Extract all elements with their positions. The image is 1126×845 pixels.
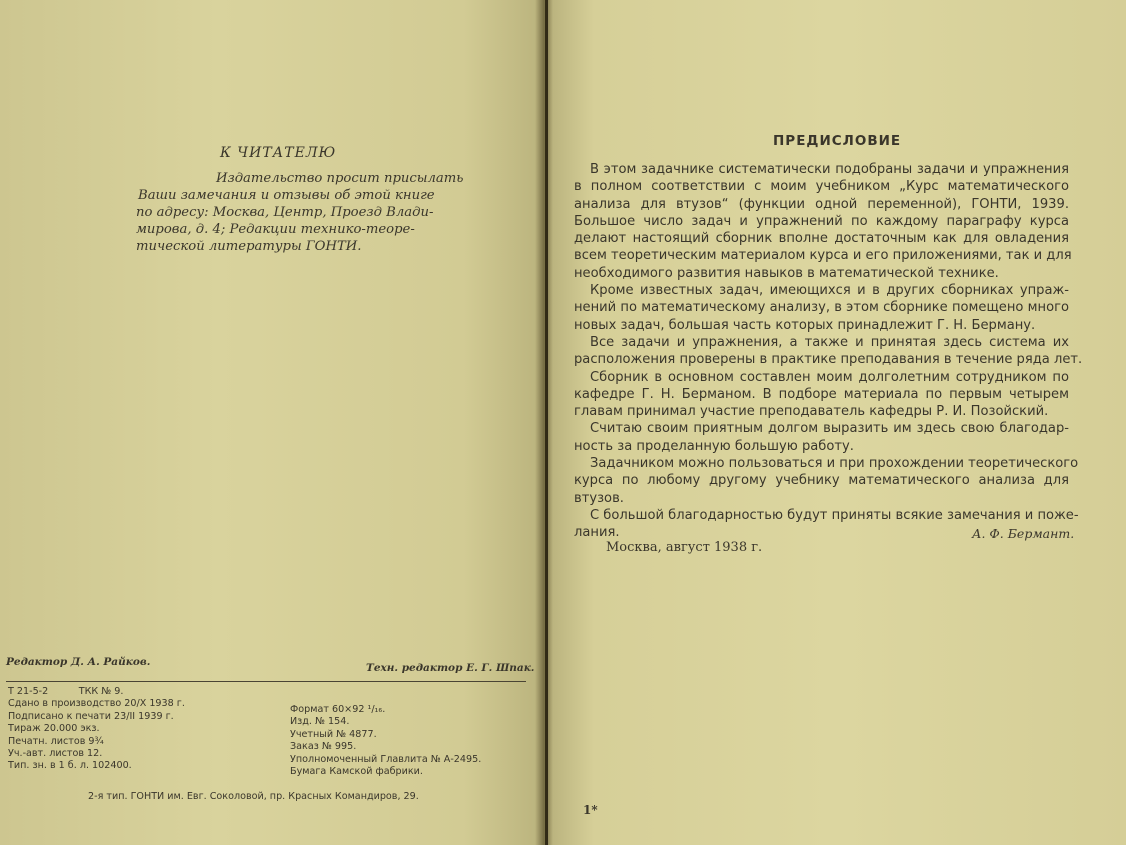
imprint-line: Бумага Камской фабрики.: [290, 766, 423, 778]
imprint-line: Печатн. листов 9¾: [8, 735, 104, 747]
imprint-line: Подписано к печати 23/II 1939 г.: [8, 710, 174, 722]
preface-line: новых задач, большая часть которых принадлежит Г. Н. Берману.: [574, 317, 1036, 333]
reader-note-line: тической литературы ГОНТИ.: [136, 239, 362, 254]
preface-line: нений по математическому анализу, в этом сборнике помещено много: [574, 300, 1069, 316]
preface-line: Считаю своим приятным долгом выразить им здесь свою благодар-: [590, 421, 1069, 437]
imprint-divider: [6, 681, 526, 682]
left-page: [0, 0, 545, 845]
imprint-line: Заказ № 995.: [290, 741, 357, 753]
place-date: Москва, август 1938 г.: [606, 540, 763, 555]
imprint-line: Учетный № 4877.: [290, 728, 377, 740]
preface-line: Все задачи и упражнения, а также и принятая здесь система их: [590, 334, 1069, 350]
imprint-line: Тираж 20.000 экз.: [8, 723, 100, 735]
printer-line: 2-я тип. ГОНТИ им. Евг. Соколовой, пр. Красных Командиров, 29.: [88, 791, 419, 802]
reader-note-line: по адресу: Москва, Центр, Проезд Влади-: [136, 205, 434, 220]
author-signature: А. Ф. Бермант.: [972, 526, 1075, 541]
preface-line: главам принимал участие преподаватель кафедры Р. И. Позойский.: [574, 404, 1049, 420]
imprint-line: Уч.-авт. листов 12.: [8, 748, 103, 760]
preface-title: ПРЕДИСЛОВИЕ: [773, 133, 902, 149]
preface-line: анализа для втузов“ (функции одной переменной), ГОНТИ, 1939.: [574, 196, 1069, 212]
preface-line: Задачником можно пользоваться и при прохождении теоретического: [590, 456, 1079, 472]
imprint-right: [290, 704, 481, 778]
imprint-line: Изд. № 154.: [290, 716, 350, 728]
preface-line: С большой благодарностью будут приняты всякие замечания и поже-: [590, 507, 1079, 523]
preface-line: лания.: [574, 525, 620, 541]
reader-note-line: мирова, д. 4; Редакции технико-теоре-: [136, 222, 415, 237]
preface-line: Сборник в основном составлен моим долголетним сотрудником по: [590, 369, 1069, 385]
preface-line: расположения проверены в практике преподавания в течение ряда лет.: [574, 352, 1083, 368]
reader-note-line: Ваши замечания и отзывы об этой книге: [138, 188, 435, 203]
tech-editor-credit: Техн. редактор Е. Г. Шпак.: [366, 662, 535, 674]
preface-line: курса по любому другому учебнику математического анализа для: [574, 473, 1069, 489]
editor-credit: Редактор Д. А. Райков.: [6, 656, 151, 668]
preface-line: всем теоретическим материалом курса и его приложениями, так и для: [574, 248, 1072, 264]
imprint-left: [8, 686, 185, 773]
preface-line: Кроме известных задач, имеющихся и в других сборниках упраж-: [590, 283, 1069, 299]
preface-line: ность за проделанную большую работу.: [574, 438, 854, 454]
reader-note-text: [132, 170, 464, 255]
reader-note-title: К ЧИТАТЕЛЮ: [220, 145, 337, 161]
reader-note-line: Издательство просит присылать: [216, 171, 464, 186]
imprint-line: Тип. зн. в 1 б. л. 102400.: [8, 760, 132, 772]
preface-line: Большое число задач и упражнений по каждому параграфу курса: [574, 213, 1069, 229]
imprint-line: Сдано в производство 20/X 1938 г.: [8, 698, 185, 710]
preface-line: необходимого развития навыков в математической технике.: [574, 265, 999, 281]
page-number: 1*: [583, 803, 598, 817]
preface-body: [574, 161, 1083, 542]
preface-line: в полном соответствии с моим учебником „Курс математического: [574, 179, 1069, 195]
preface-line: кафедре Г. Н. Берманом. В подборе материала по первым четырем: [574, 386, 1069, 402]
preface-line: В этом задачнике систематически подобраны задачи и упражнения: [590, 162, 1069, 177]
imprint-line: Уполномоченный Главлита № А-2495.: [290, 753, 482, 765]
imprint-line: Т 21-5-2 ТКК № 9.: [8, 686, 124, 697]
book-gutter: [535, 0, 553, 845]
preface-line: втузов.: [574, 490, 624, 506]
imprint-line: Формат 60×92 ¹/₁₆.: [290, 704, 386, 715]
preface-line: делают настоящий сборник вполне достаточным как для овладения: [574, 231, 1069, 247]
